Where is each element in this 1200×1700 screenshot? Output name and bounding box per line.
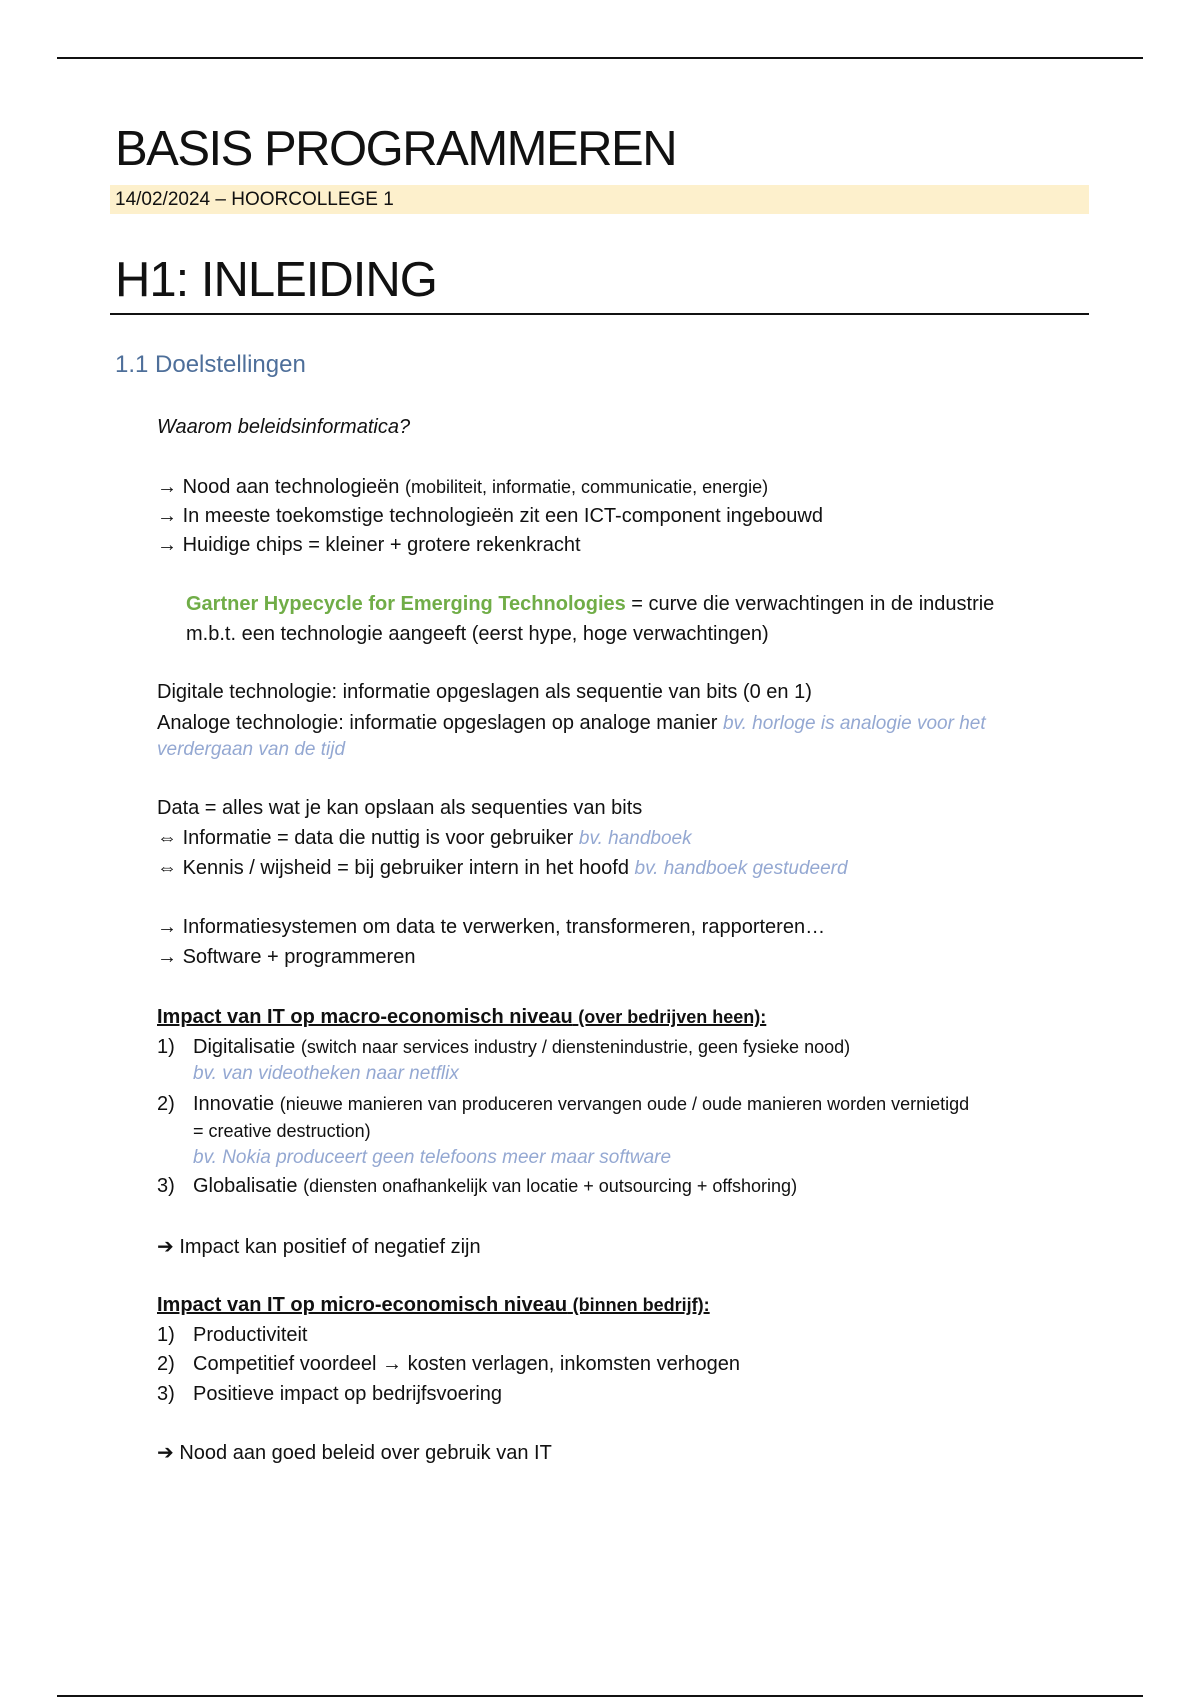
arrow-icon: → xyxy=(157,534,177,556)
information-definition: ⇔ Informatie = data die nuttig is voor gebruiker bv. handboek xyxy=(157,827,692,849)
example-note: bv. Nokia produceert geen telefoons meer maar software xyxy=(193,1147,672,1168)
bold-arrow-icon: ➔ xyxy=(157,1442,174,1464)
date-subtitle: 14/02/2024 – HOORCOLLEGE 1 xyxy=(110,185,1089,214)
micro-heading: Impact van IT op micro-economisch niveau (binnen bedrijf): xyxy=(157,1294,710,1316)
gartner-definition-cont: m.b.t. een technologie aangeeft (eerst hype, hoge verwachtingen) xyxy=(186,623,769,645)
chapter-underline xyxy=(110,313,1089,315)
micro-item: 1) Productiviteit xyxy=(157,1324,308,1346)
gartner-definition: Gartner Hypecycle for Emerging Technologies = curve die verwachtingen in de industrie xyxy=(186,593,995,615)
macro-heading: Impact van IT op macro-economisch niveau (over bedrijven heen): xyxy=(157,1006,767,1028)
bold-arrow-icon: ➔ xyxy=(157,1236,174,1258)
arrow-icon: → xyxy=(157,476,177,498)
gartner-term: Gartner Hypecycle for Emerging Technologies xyxy=(186,593,626,615)
macro-item: 1) Digitalisatie (switch naar services industry / dienstenindustrie, geen fysieke nood) xyxy=(157,1036,851,1058)
arrow-icon: → xyxy=(157,505,177,527)
micro-item: 2) Competitief voordeel → kosten verlagen, inkomsten verhogen xyxy=(157,1353,740,1375)
reason-item: → In meeste toekomstige technologieën zit een ICT-component ingebouwd xyxy=(157,505,823,527)
digital-definition: Digitale technologie: informatie opgeslagen als sequentie van bits (0 en 1) xyxy=(157,681,812,703)
equivalence-icon: ⇔ xyxy=(157,857,177,879)
micro-item: 3) Positieve impact op bedrijfsvoering xyxy=(157,1383,503,1405)
arrow-icon: → xyxy=(382,1353,402,1375)
example-note: bv. handboek gestudeerd xyxy=(634,858,848,879)
document-title: BASIS PROGRAMMEREN xyxy=(115,122,677,176)
arrow-icon: → xyxy=(157,916,177,938)
footer-rule xyxy=(57,1695,1143,1697)
systems-item: → Software + programmeren xyxy=(157,946,416,968)
micro-conclusion: ➔ Nood aan goed beleid over gebruik van IT xyxy=(157,1442,552,1464)
macro-item: 3) Globalisatie (diensten onafhankelijk van locatie + outsourcing + offshoring) xyxy=(157,1175,798,1197)
example-note: verdergaan van de tijd xyxy=(157,739,346,760)
reason-item: → Huidige chips = kleiner + grotere rekenkracht xyxy=(157,534,581,556)
example-note: bv. van videotheken naar netflix xyxy=(193,1063,459,1084)
header-rule xyxy=(57,57,1143,59)
macro-item: 2) Innovatie (nieuwe manieren van produceren vervangen oude / oude manieren worden vernietigd xyxy=(157,1093,970,1115)
macro-conclusion: ➔ Impact kan positief of negatief zijn xyxy=(157,1236,481,1258)
systems-item: → Informatiesystemen om data te verwerken, transformeren, rapporteren… xyxy=(157,916,826,938)
example-note: bv. horloge is analogie voor het xyxy=(722,713,986,734)
equivalence-icon: ⇔ xyxy=(157,827,177,849)
data-definition: Data = alles wat je kan opslaan als sequenties van bits xyxy=(157,797,643,819)
reason-item: → Nood aan technologieën (mobiliteit, informatie, communicatie, energie) xyxy=(157,476,769,498)
example-note: bv. handboek xyxy=(578,828,692,849)
analog-definition: Analoge technologie: informatie opgeslagen op analoge manier bv. horloge is analogie voor het xyxy=(157,712,986,734)
knowledge-definition: ⇔ Kennis / wijsheid = bij gebruiker intern in het hoofd bv. handboek gestudeerd xyxy=(157,857,848,879)
arrow-icon: → xyxy=(157,946,177,968)
section-heading: 1.1 Doelstellingen xyxy=(115,351,306,378)
chapter-heading: H1: INLEIDING xyxy=(115,253,437,307)
macro-item-detail-cont: = creative destruction) xyxy=(193,1121,371,1141)
question-text: Waarom beleidsinformatica? xyxy=(157,416,411,438)
